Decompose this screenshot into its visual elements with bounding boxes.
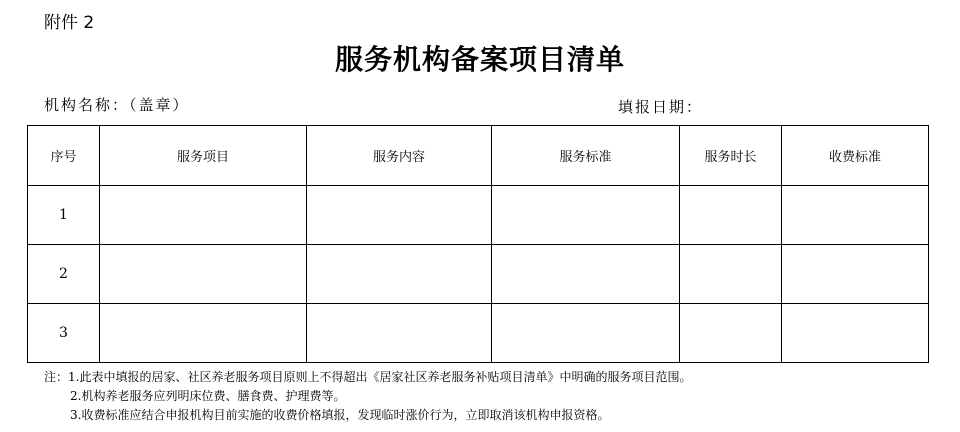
table-header-row — [28, 126, 929, 186]
table-row — [28, 186, 929, 245]
column-header-service-content: 服务内容 — [307, 126, 492, 186]
table-cell — [782, 304, 929, 363]
table-cell — [680, 304, 782, 363]
note-text: 2.机构养老服务应列明床位费、膳食费、护理费等。 — [70, 389, 346, 403]
note-item — [44, 387, 691, 406]
table-cell — [680, 245, 782, 304]
note-item — [44, 368, 691, 387]
fill-date-label: 填报日期： — [618, 98, 704, 116]
page-title: 服务机构备案项目清单 — [334, 43, 625, 76]
column-header-service-duration: 服务时长 — [680, 126, 782, 186]
column-header-service-standard: 服务标准 — [492, 126, 680, 186]
table-cell — [492, 186, 680, 245]
row-seq: 1 — [28, 186, 100, 245]
table-cell — [307, 304, 492, 363]
filing-items-table — [27, 125, 929, 363]
org-name-label: 机构名称：（盖章） — [44, 96, 190, 114]
table-cell — [492, 304, 680, 363]
table-row — [28, 245, 929, 304]
note-text: 3.收费标准应结合申报机构目前实施的收费价格填报，发现临时涨价行为，立即取消该机构申报资格。 — [70, 408, 610, 422]
column-header-seq: 序号 — [28, 126, 100, 186]
notes-prefix: 注： — [44, 370, 69, 384]
table-cell — [782, 186, 929, 245]
table-cell — [680, 186, 782, 245]
column-header-fee-standard: 收费标准 — [782, 126, 929, 186]
table-cell — [100, 304, 307, 363]
note-item — [44, 406, 691, 425]
attachment-label: 附件 2 — [44, 13, 95, 33]
table-cell — [307, 186, 492, 245]
table-cell — [782, 245, 929, 304]
table-cell — [100, 245, 307, 304]
note-text: 1.此表中填报的居家、社区养老服务项目原则上不得超出《居家社区养老服务补贴项目清单》中明确的服务项目范围。 — [68, 370, 692, 384]
table-cell — [307, 245, 492, 304]
table-cell — [100, 186, 307, 245]
row-seq: 2 — [28, 245, 100, 304]
column-header-service-item: 服务项目 — [100, 126, 307, 186]
table-row — [28, 304, 929, 363]
notes-section — [44, 368, 691, 425]
row-seq: 3 — [28, 304, 100, 363]
table-cell — [492, 245, 680, 304]
